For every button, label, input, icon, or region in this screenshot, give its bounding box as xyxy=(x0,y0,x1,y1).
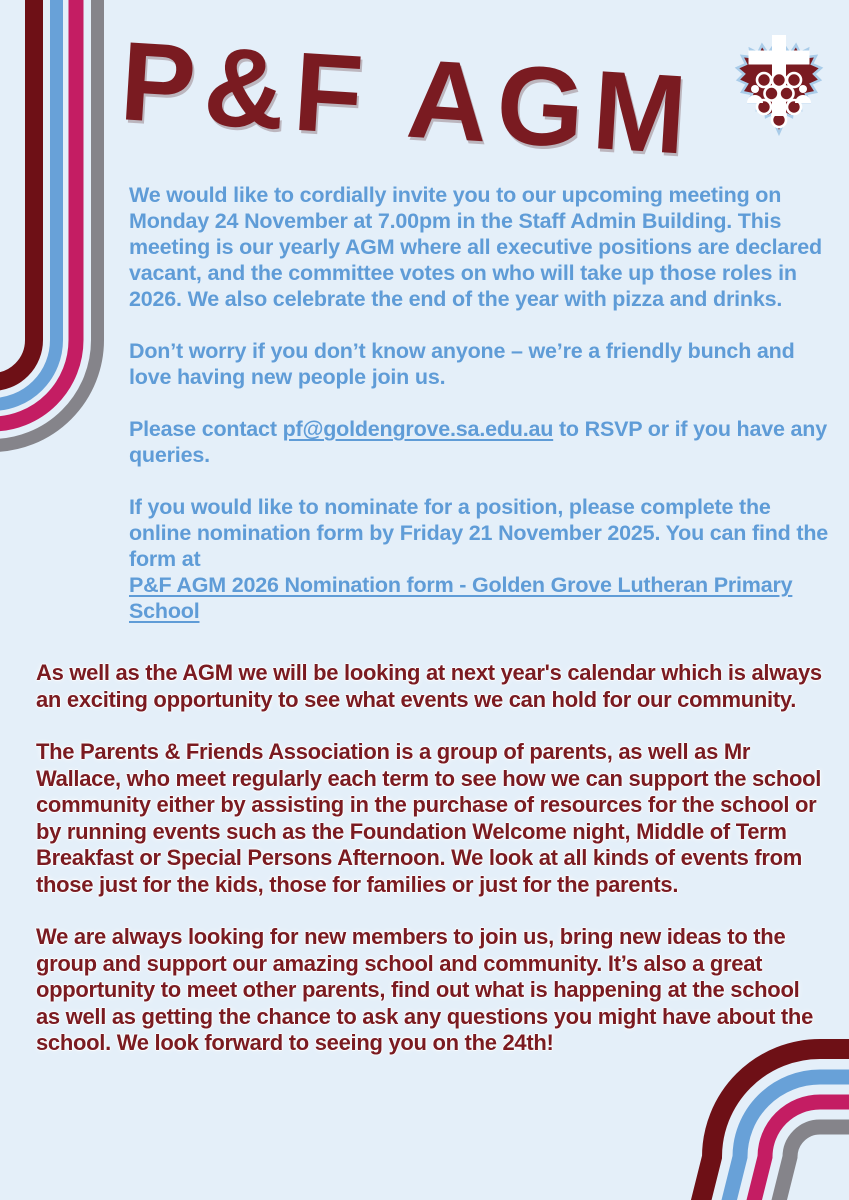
school-crest-logo xyxy=(733,32,825,142)
br-stripe-gray-shape xyxy=(776,1127,849,1200)
invitation-section xyxy=(129,182,829,650)
info-section xyxy=(36,660,826,1083)
invite-paragraph-nomination xyxy=(129,494,829,624)
info-paragraph-association: The Parents & Friends Association is a group of parents, as well as Mr Wallace, who meet regularly each term to see how we can support the school community either by assisting in the purchase of resources for the school or by running events such as the Foundation Welcome night, Middle of Term Breakfast or Special Persons Afternoon. We look at all kinds of events from those just for the kids, those for families or just for the parents. xyxy=(36,739,822,897)
invite-paragraph-meeting: We would like to cordially invite you to our upcoming meeting on Monday 24 November at 7.00pm in the Staff Admin Building. This meeting is our yearly AGM where all executive positions are declared vacant, and the committee votes on who will take up those roles in 2026. We also celebrate the end of the year with pizza and drinks. xyxy=(129,183,822,311)
contact-text-pre: Please contact xyxy=(129,417,283,441)
contact-text-post: to RSVP or if you have any queries. xyxy=(129,417,827,467)
nomination-text: If you would like to nominate for a position, please complete the online nomination form by Friday 21 November 2025. You can find the form at xyxy=(129,495,829,571)
left-stripe-maroon-shape xyxy=(0,0,34,382)
invite-paragraph-contact xyxy=(129,416,829,468)
info-paragraph-calendar: As well as the AGM we will be looking at next year's calendar which is always an exciting opportunity to see what events we can hold for our community. xyxy=(36,660,822,712)
info-paragraph-join-us: We are always looking for new members to join us, bring new ideas to the group and support our amazing school and community. It’s also a great opportunity to meet other parents, find out what is happening at the school as well as getting the chance to ask any questions you might have about the school. We look forward to seeing you on the 24th! xyxy=(36,924,814,1055)
br-stripe-pink-shape xyxy=(751,1102,849,1200)
left-stripes-decoration xyxy=(0,0,120,480)
invite-paragraph-friendly: Don’t worry if you don’t know anyone – we’re a friendly bunch and love having new people join us. xyxy=(129,339,795,389)
email-link[interactable]: pf@goldengrove.sa.edu.au xyxy=(282,417,554,441)
nomination-form-link[interactable]: P&F AGM 2026 Nomination form - Golden Grove Lutheran Primary School xyxy=(129,573,793,623)
page-title: P&F AGM xyxy=(117,18,699,179)
